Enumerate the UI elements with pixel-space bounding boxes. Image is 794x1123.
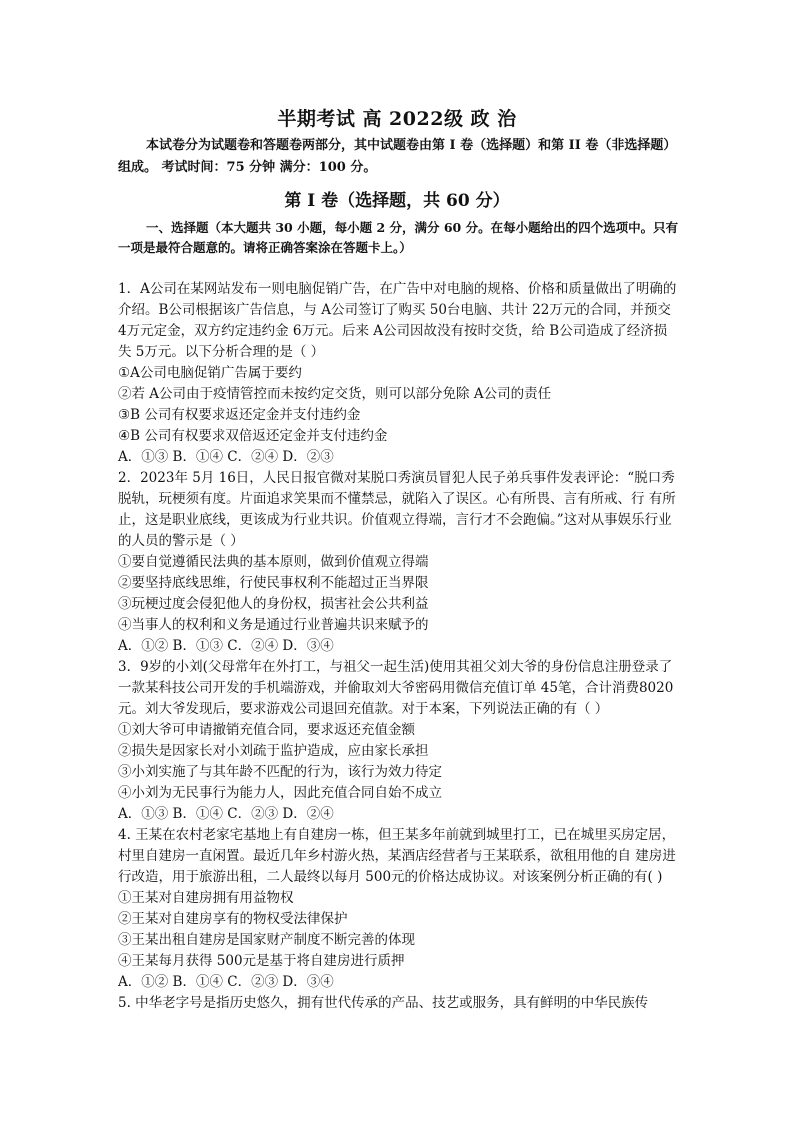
question-option: ③小刘实施了与其年龄不匹配的行为，该行为效力待定 xyxy=(118,764,442,780)
section-instructions: 一、选择题（本大题共 30 小题，每小题 2 分，满分 60 分。在每小题给出的四个选项中。只有一项是最符合题意的。请将正确答案涂在答题卡上。） xyxy=(118,220,679,255)
question-option: ③王某出租自建房是国家财产制度不断完善的体现 xyxy=(118,932,415,948)
question-2 xyxy=(118,468,680,657)
question-1 xyxy=(118,279,680,468)
question-4 xyxy=(118,825,680,993)
exam-title: 半期考试 高 2022级 政 治 xyxy=(277,108,517,130)
section-title: 第 I 卷（选择题，共 60 分） xyxy=(284,191,510,211)
question-option: ①A公司电脑促销广告属于要约 xyxy=(118,365,302,381)
answer-choices: A．①③ B．①④ C．②③ D．②④ xyxy=(118,806,334,822)
question-stem: 3．9岁的小刘(父母常年在外打工，与祖父一起生活)使用其祖父刘大爷的身份信息注册登录了一款某科技公司开发的手机端游戏，并偷取刘大爷密码用微信充值订单 45笔，合计消费8020元。刘大爷发现后，要求游戏公司退回充值款。对于本案，下列说法正确的有（ ） xyxy=(118,659,674,717)
question-option: ④当事人的权利和义务是通过行业普遍共识来赋予的 xyxy=(118,617,429,633)
answer-choices: A．①③ B．①④ C．②④ D．②③ xyxy=(118,449,334,465)
answer-choices: A．①② B．①④ C．②③ D．③④ xyxy=(118,974,334,990)
question-5 xyxy=(118,993,680,1014)
question-option: ④王某每月获得 500元是基于将自建房进行质押 xyxy=(118,953,405,969)
question-option: ②王某对自建房享有的物权受法律保护 xyxy=(118,911,348,927)
question-option: ③B 公司有权要求返还定金并支付违约金 xyxy=(118,407,361,423)
question-stem: 1．A公司在某网站发布一则电脑促销广告，在广告中对电脑的规格、价格和质量做出了明确的介绍。B公司根据该广告信息，与 A公司签订了购买 50台电脑、共计 22万元的合同，并预交 4万元定金，双方约定违约金 6万元。后来 A公司因故没有按时交货，给 B公司造成了经济损失 5万元。以下分析合理的是（ ） xyxy=(118,281,677,360)
question-stem: 4. 王某在农村老家宅基地上有自建房一栋，但王某多年前就到城里打工，已在城里买房定居，村里自建房一直闲置。最近几年乡村游火热，某酒店经营者与王某联系，欲租用他的自 建房进行改造，用于旅游出租，二人最终以每月 500元的价格达成协议。对该案例分析正确的有( ) xyxy=(118,827,676,885)
exam-intro: 本试卷分为试题卷和答题卷两部分，其中试题卷由第 I 卷（选择题）和第 II 卷（非选择题）组成。 考试时间：75 分钟 满分：100 分。 xyxy=(118,138,677,175)
question-stem: 2．2023年 5月 16日，人民日报官微对某脱口秀演员冒犯人民子弟兵事件发表评论：“脱口秀脱轨，玩梗须有度。片面追求笑果而不懂禁忌，就陷入了误区。心有所畏、言有所戒、行 有所止，这是职业底线，更该成为行业共识。价值观立得端，言行才不会跑偏。”这对从事娱乐行业的人员的警示是（ ） xyxy=(118,470,676,549)
answer-choices: A．①② B．①③ C．②④ D．③④ xyxy=(118,638,334,654)
question-option: ④小刘为无民事行为能力人，因此充值合同自始不成立 xyxy=(118,785,442,801)
question-option: ①刘大爷可申请撤销充值合同，要求返还充值金额 xyxy=(118,722,415,738)
question-option: ②要坚持底线思维，行使民事权利不能超过正当界限 xyxy=(118,575,429,591)
question-stem: 5. 中华老字号是指历史悠久，拥有世代传承的产品、技艺或服务，具有鲜明的中华民族传 xyxy=(118,995,649,1011)
question-option: ②损失是因家长对小刘疏于监护造成，应由家长承担 xyxy=(118,743,429,759)
question-option: ④B 公司有权要求双倍返还定金并支付违约金 xyxy=(118,428,388,444)
question-option: ①要自觉遵循民法典的基本原则，做到价值观立得端 xyxy=(118,554,429,570)
question-3 xyxy=(118,657,680,825)
question-option: ①王某对自建房拥有用益物权 xyxy=(118,890,294,906)
question-list xyxy=(118,279,680,1014)
question-option: ③玩梗过度会侵犯他人的身份权，损害社会公共利益 xyxy=(118,596,429,612)
question-option: ②若 A公司由于疫情管控而未按约定交货，则可以部分免除 A公司的责任 xyxy=(118,386,552,402)
